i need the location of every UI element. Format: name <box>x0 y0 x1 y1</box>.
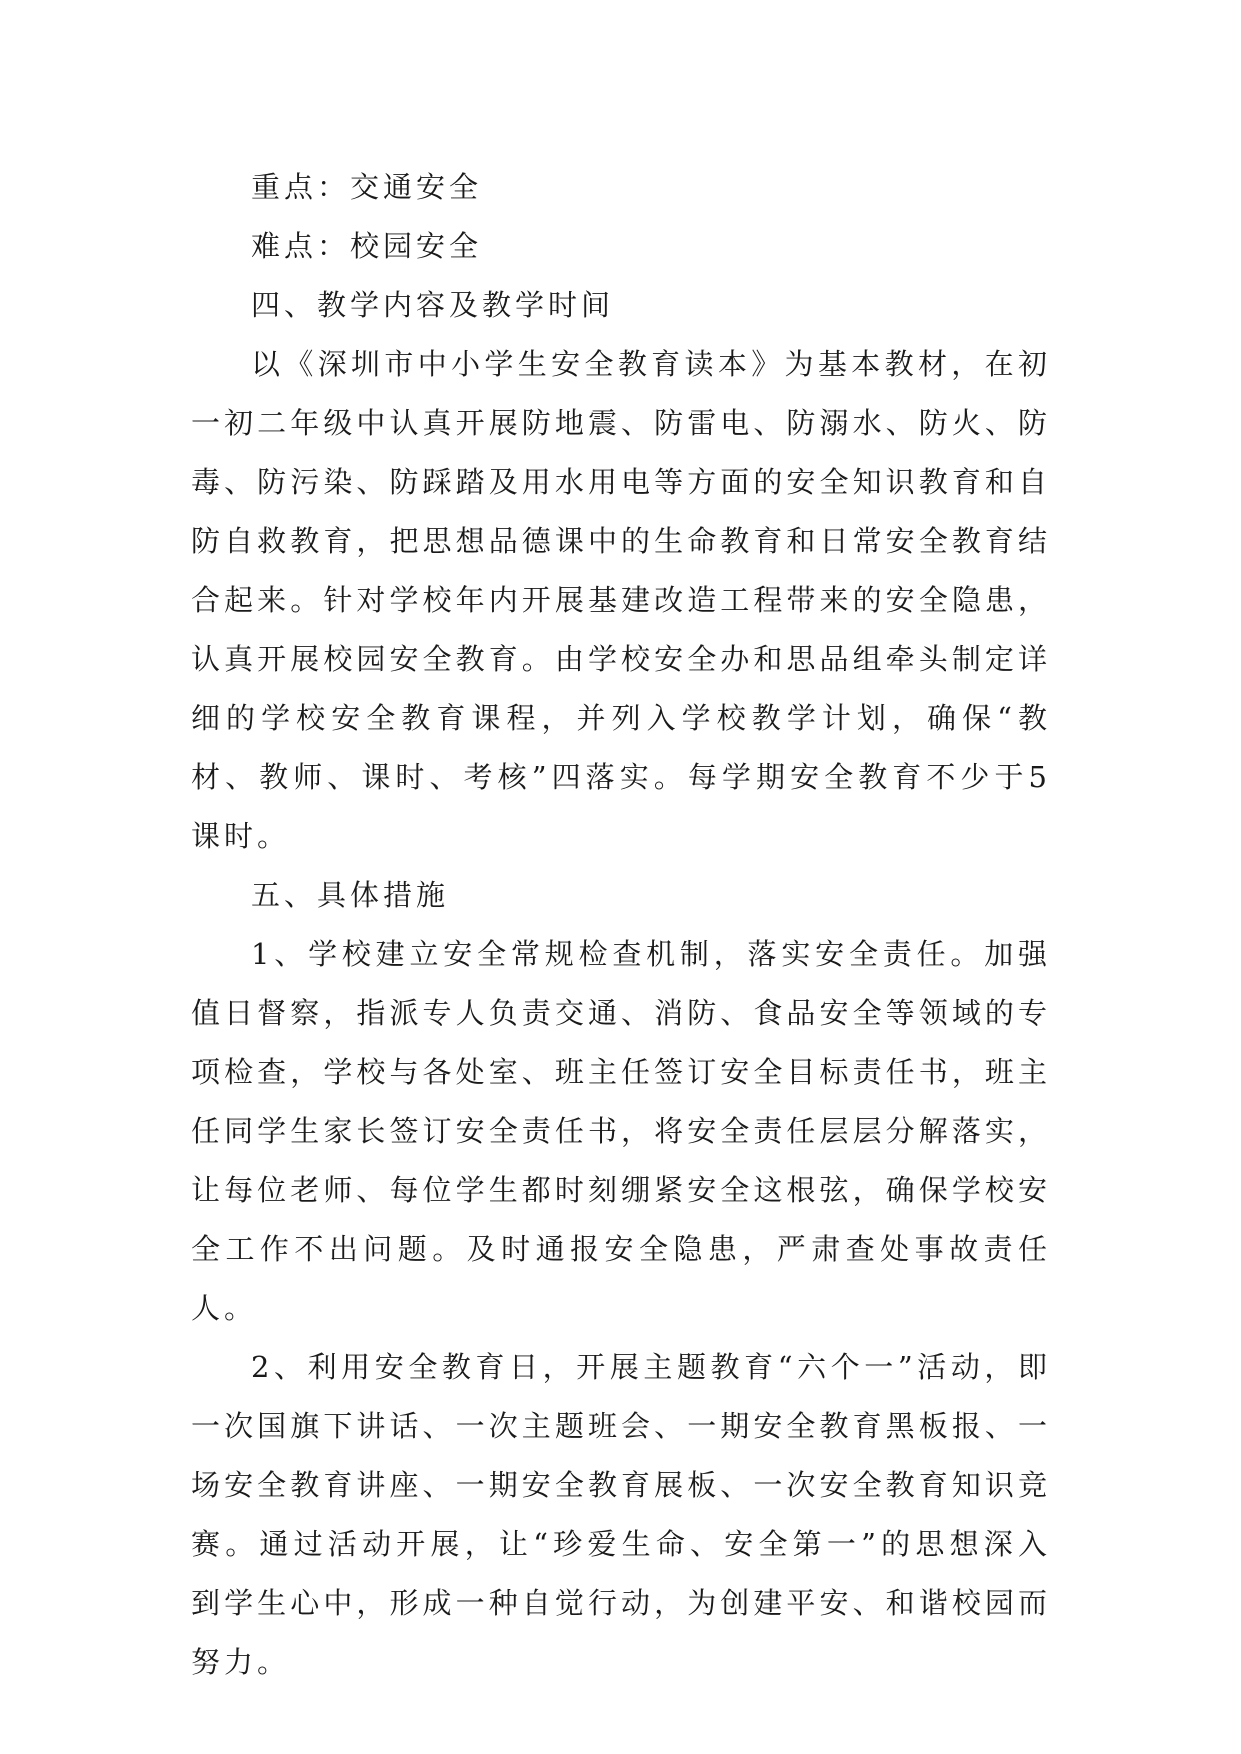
paragraph-measure-2: 2、利用安全教育日，开展主题教育“六个一”活动，即一次国旗下讲话、一次主题班会、一期安全教育黑板报、一场安全教育讲座、一期安全教育展板、一次安全教育知识竞赛。通过活动开展，让“珍爱生命、安全第一”的思想深入到学生心中，形成一种自觉行动，为创建平安、和谐校园而努力。 <box>191 1350 1051 1679</box>
paragraph-difficult-point: 难点：校园安全 <box>251 229 483 263</box>
section-heading-content-time: 四、教学内容及教学时间 <box>251 288 615 322</box>
paragraph-key-point: 重点：交通安全 <box>251 170 483 204</box>
section-heading-measures: 五、具体措施 <box>251 878 450 912</box>
document-body <box>191 158 1051 1692</box>
paragraph-teaching-content: 以《深圳市中小学生安全教育读本》为基本教材，在初一初二年级中认真开展防地震、防雷电、防溺水、防火、防毒、防污染、防踩踏及用水用电等方面的安全知识教育和自防自救教育，把思想品德课中的生命教育和日常安全教育结合起来。针对学校年内开展基建改造工程带来的安全隐患，认真开展校园安全教育。由学校安全办和思品组牵头制定详细的学校安全教育课程，并列入学校教学计划，确保“教材、教师、课时、考核”四落实。每学期安全教育不少于5课时。 <box>191 347 1051 853</box>
paragraph-measure-1: 1、学校建立安全常规检查机制，落实安全责任。加强值日督察，指派专人负责交通、消防、食品安全等领域的专项检查，学校与各处室、班主任签订安全目标责任书，班主任同学生家长签订安全责任书，将安全责任层层分解落实，让每位老师、每位学生都时刻绷紧安全这根弦，确保学校安全工作不出问题。及时通报安全隐患，严肃查处事故责任人。 <box>191 937 1051 1325</box>
